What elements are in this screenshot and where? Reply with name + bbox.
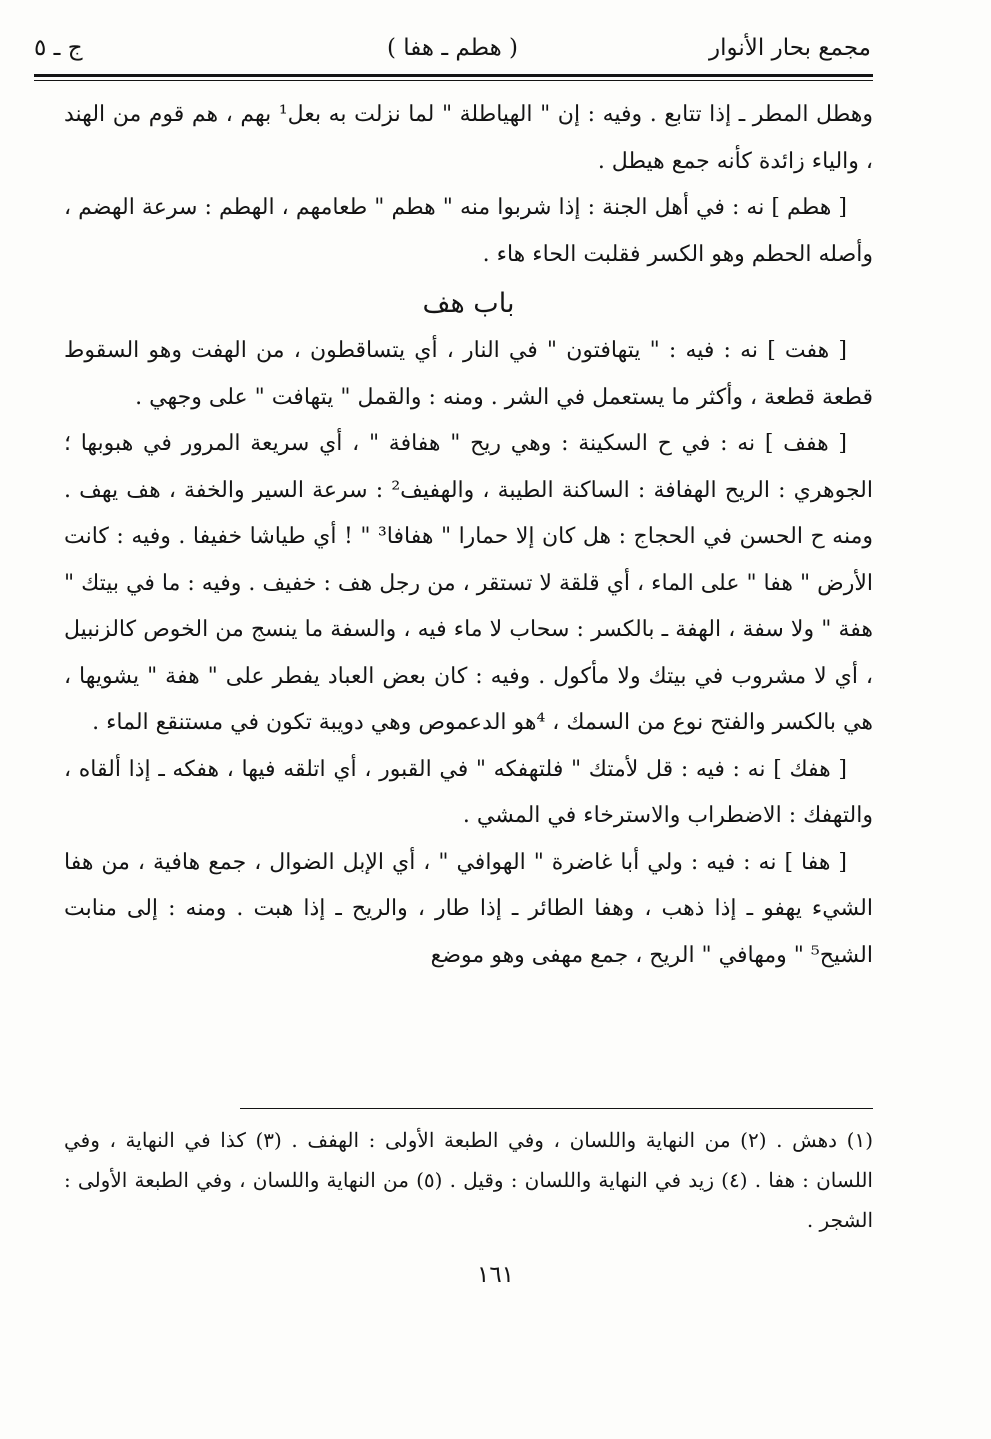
entry-hafa: [ هفا ] نه : فيه : ولي أبا غاضرة " الهوافي " ، أي الإبل الضوال ، جمع هافية ، من هفا الشيء يهفو ـ إذا ذهب ، وهفا الطائر ـ إذا طار ، والريح ـ إذا هبت . ومنه : إلى منابت الشيح⁵ " ومهافي " الريح ، جمع مهفى وهو موضع [64,849,873,968]
entry-haff: [ هفف ] نه : في ح السكينة : وهي ريح " هفافة " ، أي سريعة المرور في هبوبها ؛ الجوهري : الريح الهفافة : الساكنة الطيبة ، والهفيف² : سرعة السير والخفة ، هف يهف . ومنه ح الحسن في الحجاج : هل كان إلا حمارا " هفافا³ " ! أي طياشا خفيفا . وفيه : كانت الأرض " هفا " على الماء ، أي قلقة لا تستقر ، من رجل هف : خفيف . وفيه : ما في بيتك " هفة " ولا سفة ، الهفة ـ بالكسر : سحاب لا ماء فيه ، والسفة ما ينسج من الخوص كالزنبيل ، أي لا مشروب في بيتك ولا مأكول . وفيه : كان بعض العباد يفطر على " هفة " يشويها ، هي بالكسر والفتح نوع من السمك ، ⁴هو الدعموص وهي دويبة تكون في مستنقع الماء . [64,431,874,735]
chapter-heading: باب هف [422,288,515,319]
section-range: ( هطم ـ هفا ) [386,35,518,61]
book-title: مجمع بحار الأنوار [709,35,871,61]
running-header [34,26,871,70]
header-rule-thin [34,80,873,81]
footnotes [64,1120,873,1240]
footnote-text: (١) دهش . (٢) من النهاية واللسان ، وفي الطبعة الأولى : الهفف . (٣) كذا في النهاية ، وفي اللسان : هفا . (٤) زيد في النهاية واللسان : وقيل . (٥) من النهاية واللسان ، وفي الطبعة الأولى : الشجر . [64,1128,873,1232]
main-text [64,92,873,979]
entry-haft: [ هفت ] نه : فيه : " يتهافتون " في النار ، أي يتساقطون ، من الهفت وهو السقوط قطعة قطعة ، وأكثر ما يستعمل في الشر . ومنه : والقمل " يتهافت " على وجهي . [64,338,873,410]
paragraph-hatal: وهطل المطر ـ إذا تتابع . وفيه : إن " الهياطلة " لما نزلت به بعل¹ بهم ، هم قوم من الهند ، والياء زائدة كأنه جمع هيطل . [64,102,873,174]
entry-hatm: [ هطم ] نه : في أهل الجنة : إذا شربوا منه " هطم " طعامهم ، الهطم : سرعة الهضم ، وأصله الحطم وهو الكسر فقلبت الحاء هاء . [64,195,873,267]
header-rule-thick [34,74,873,77]
entry-hafk: [ هفك ] نه : فيه : قل لأمتك " فلتهفكه " في القبور ، أي اتلقه فيها ، هفكه ـ إذا ألقاه ، والتهفك : الاضطراب والاسترخاء في المشي . [64,756,873,828]
volume-label: ج ـ ٥ [34,35,83,61]
page-number: ١٦١ [476,1262,515,1288]
footnote-rule [240,1108,873,1109]
